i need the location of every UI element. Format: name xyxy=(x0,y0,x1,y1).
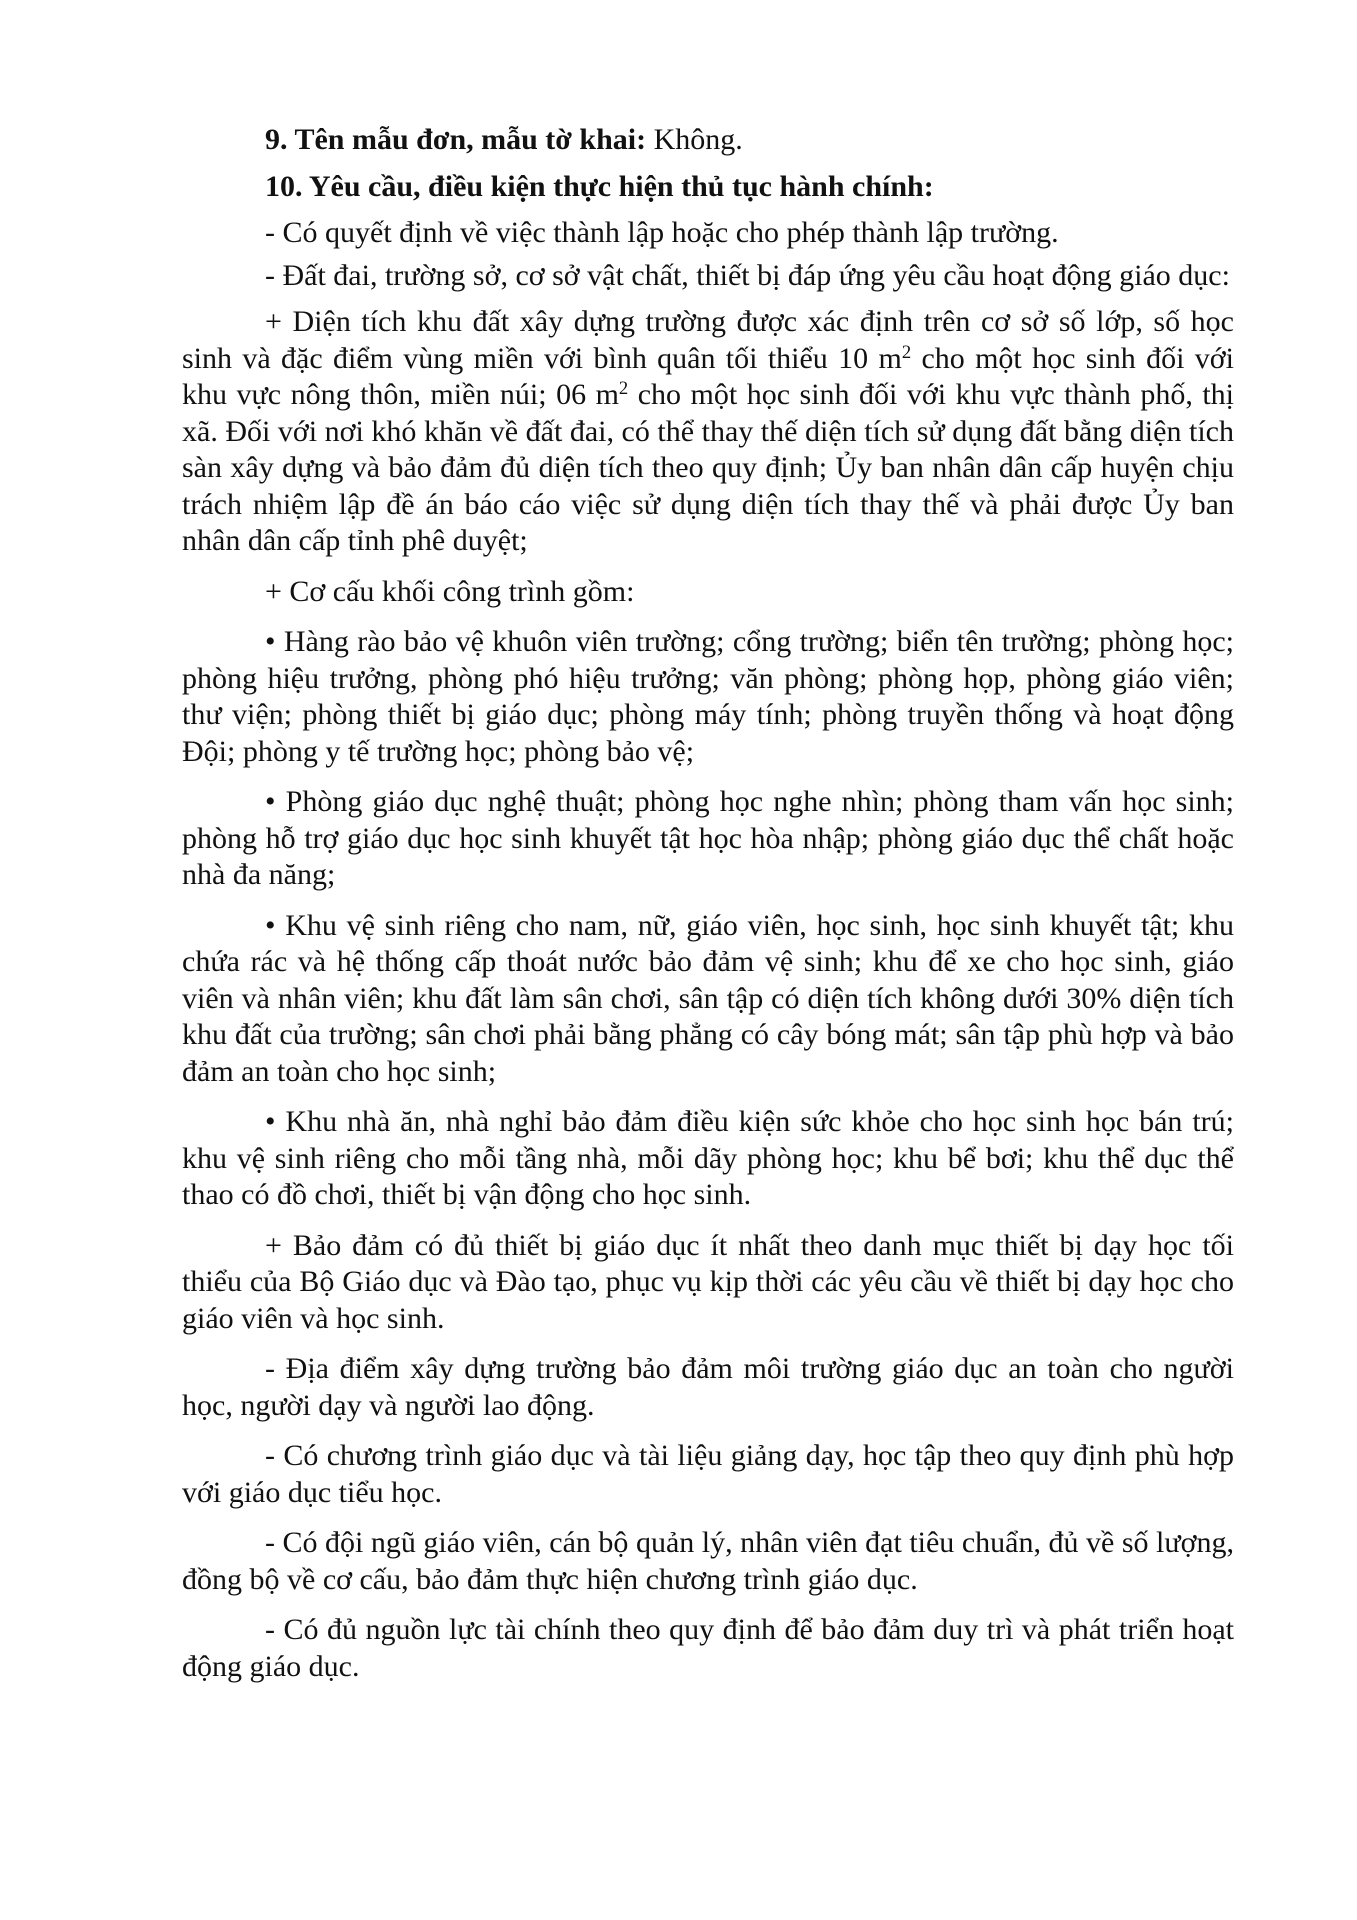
item-structure: + Cơ cấu khối công trình gồm: xyxy=(265,574,635,608)
bullet-item-2: • Phòng giáo dục nghệ thuật; phòng học nghe nhìn; phòng tham vấn học sinh; phòng hỗ trợ giáo dục học sinh khuyết tật học hòa nhập; phòng giáo dục thể chất hoặc nhà đa năng; xyxy=(182,785,1234,891)
item-decision: - Có quyết định về việc thành lập hoặc cho phép thành lập trường. xyxy=(265,216,1059,249)
area-text-1: + Diện tích khu đất xây dựng trường được xác định trên cơ sở số lớp, số học sinh và đặc điểm vùng miền với bình quân tối thiểu 10 m xyxy=(182,305,1234,375)
bullet-item-4: • Khu nhà ăn, nhà nghỉ bảo đảm điều kiện sức khỏe cho học sinh học bán trú; khu vệ sinh riêng cho mỗi tầng nhà, mỗi dãy phòng học; khu bể bơi; khu thể dục thể thao có đồ chơi, thiết bị vận động cho học sinh. xyxy=(182,1105,1234,1211)
item-location: - Địa điểm xây dựng trường bảo đảm môi trường giáo dục an toàn cho người học, người dạy và người lao động. xyxy=(182,1352,1234,1422)
item-program: - Có chương trình giáo dục và tài liệu giảng dạy, học tập theo quy định phù hợp với giáo dục tiểu học. xyxy=(182,1439,1234,1509)
section-9-heading: 9. Tên mẫu đơn, mẫu tờ khai: xyxy=(265,123,647,156)
item-staff: - Có đội ngũ giáo viên, cán bộ quản lý, nhân viên đạt tiêu chuẩn, đủ về số lượng, đồng bộ về cơ cấu, bảo đảm thực hiện chương trình giáo dục. xyxy=(182,1526,1234,1596)
section-10-heading-text: 10. Yêu cầu, điều kiện thực hiện thủ tục hành chính: xyxy=(265,169,934,203)
section-9 xyxy=(182,122,1234,159)
bullet-item-1: • Hàng rào bảo vệ khuôn viên trường; cổng trường; biển tên trường; phòng học; phòng hiệu trưởng, phòng phó hiệu trưởng; văn phòng; phòng họp, phòng giáo viên; thư viện; phòng thiết bị giáo dục; phòng máy tính; phòng truyền thống và hoạt động Đội; phòng y tế trường học; phòng bảo vệ; xyxy=(182,625,1234,768)
area-superscript-1: 2 xyxy=(901,341,912,363)
area-superscript-2: 2 xyxy=(618,377,629,399)
section-10-heading xyxy=(182,169,1234,206)
section-9-value: Không. xyxy=(646,123,743,156)
bullet-item-3: • Khu vệ sinh riêng cho nam, nữ, giáo viên, học sinh, học sinh khuyết tật; khu chứa rác và hệ thống cấp thoát nước bảo đảm vệ sinh; khu để xe cho học sinh, giáo viên và nhân viên; khu đất làm sân chơi, sân tập có diện tích không dưới 30% diện tích khu đất của trường; sân chơi phải bằng phẳng có cây bóng mát; sân tập phù hợp và bảo đảm an toàn cho học sinh; xyxy=(182,908,1234,1088)
item-area xyxy=(182,304,1234,560)
item-land: - Đất đai, trường sở, cơ sở vật chất, thiết bị đáp ứng yêu cầu hoạt động giáo dục: xyxy=(265,258,1230,292)
item-equipment: + Bảo đảm có đủ thiết bị giáo dục ít nhất theo danh mục thiết bị dạy học tối thiểu của Bộ Giáo dục và Đào tạo, phục vụ kịp thời các yêu cầu về thiết bị dạy học cho giáo viên và học sinh. xyxy=(182,1228,1234,1335)
area-text-2: cho một học sinh đối với khu vực nông thôn, miền núi; 06 m xyxy=(182,341,1234,411)
area-text-3: cho một học sinh đối với khu vực thành phố, thị xã. Đối với nơi khó khăn về đất đai, có thể thay thế diện tích sử dụng đất bằng diện tích sàn xây dựng và bảo đảm đủ diện tích theo quy định; Ủy ban nhân dân cấp huyện chịu trách nhiệm lập đề án báo cáo việc sử dụng diện tích thay thế và phải được Ủy ban nhân dân cấp tỉnh phê duyệt; xyxy=(182,378,1234,557)
item-finance: - Có đủ nguồn lực tài chính theo quy định để bảo đảm duy trì và phát triển hoạt động giáo dục. xyxy=(182,1613,1234,1683)
document-page xyxy=(182,122,1234,1699)
